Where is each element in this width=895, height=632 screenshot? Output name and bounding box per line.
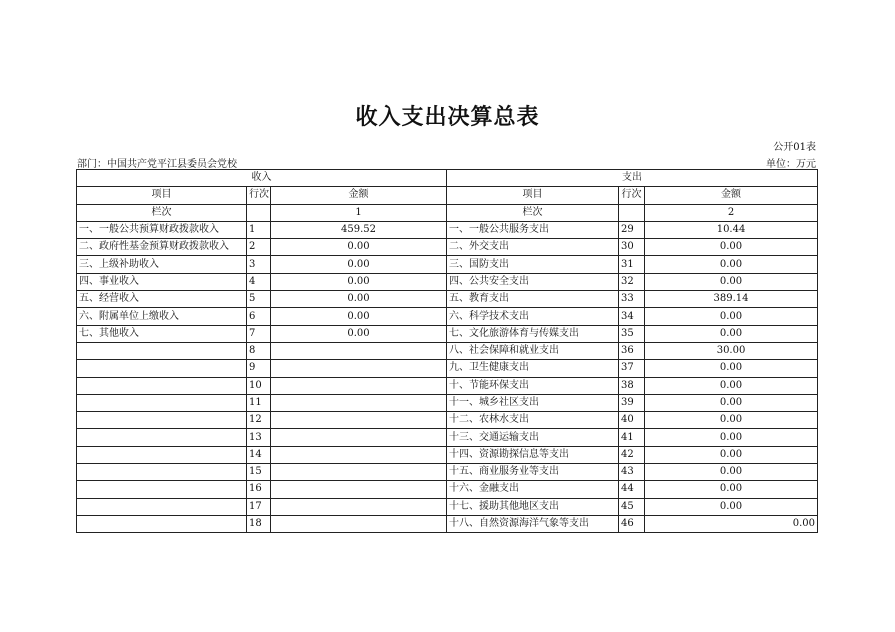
income-amount-cell: 0.00	[271, 239, 447, 256]
income-item-cell: 三、上级补助收入	[77, 256, 247, 273]
income-amount-cell	[271, 515, 447, 532]
income-amount-cell: 0.00	[271, 308, 447, 325]
expense-amount-header: 金额	[645, 187, 818, 204]
income-amount-cell	[271, 377, 447, 394]
income-rowno-cell: 15	[247, 464, 271, 481]
expense-item-cell: 七、文化旅游体育与传媒支出	[447, 325, 619, 342]
income-amount-cell: 459.52	[271, 221, 447, 238]
income-item-cell: 七、其他收入	[77, 325, 247, 342]
income-rowno-cell: 13	[247, 429, 271, 446]
expense-item-header: 项目	[447, 187, 619, 204]
expense-amount-cell: 0.00	[645, 239, 818, 256]
income-item-cell: 四、事业收入	[77, 273, 247, 290]
income-amount-cell	[271, 429, 447, 446]
income-rowno-cell: 1	[247, 221, 271, 238]
income-colno-blank	[247, 204, 271, 221]
page-title: 收入支出决算总表	[355, 104, 540, 130]
table-row	[77, 256, 818, 273]
table-row	[77, 221, 818, 238]
table-row	[77, 342, 818, 359]
table-row	[77, 412, 818, 429]
expense-rowno-cell: 37	[619, 360, 645, 377]
income-rowno-cell: 8	[247, 342, 271, 359]
income-item-cell: 六、附属单位上缴收入	[77, 308, 247, 325]
table-row	[77, 239, 818, 256]
income-item-cell	[77, 446, 247, 463]
income-rowno-cell: 14	[247, 446, 271, 463]
income-item-header: 项目	[77, 187, 247, 204]
income-item-cell	[77, 360, 247, 377]
form-number: 公开01表	[773, 142, 816, 153]
expense-colno-blank	[619, 204, 645, 221]
table-row	[77, 464, 818, 481]
expense-amount-cell: 0.00	[645, 481, 818, 498]
unit-label: 单位：万元	[766, 159, 816, 170]
table-row	[77, 446, 818, 463]
income-item-cell	[77, 429, 247, 446]
income-item-cell: 二、政府性基金预算财政拨款收入	[77, 239, 247, 256]
income-item-cell: 五、经营收入	[77, 291, 247, 308]
expense-rowno-cell: 33	[619, 291, 645, 308]
expense-rowno-cell: 42	[619, 446, 645, 463]
income-rowno-cell: 7	[247, 325, 271, 342]
expense-amount-cell: 0.00	[645, 446, 818, 463]
table-row	[77, 498, 818, 515]
expense-amount-cell: 0.00	[645, 308, 818, 325]
income-item-cell: 一、一般公共预算财政拨款收入	[77, 221, 247, 238]
expense-amount-cell: 0.00	[645, 360, 818, 377]
income-item-cell	[77, 412, 247, 429]
income-amount-cell	[271, 342, 447, 359]
income-item-cell	[77, 342, 247, 359]
expense-item-cell: 二、外交支出	[447, 239, 619, 256]
expense-rowno-cell: 36	[619, 342, 645, 359]
table-row	[77, 394, 818, 411]
expense-header: 支出	[447, 170, 818, 187]
expense-rowno-cell: 44	[619, 481, 645, 498]
income-item-cell	[77, 464, 247, 481]
income-rowno-cell: 3	[247, 256, 271, 273]
table-row	[77, 481, 818, 498]
income-item-cell	[77, 515, 247, 532]
expense-rowno-cell: 30	[619, 239, 645, 256]
summary-table	[76, 169, 818, 533]
expense-item-cell: 四、公共安全支出	[447, 273, 619, 290]
income-item-cell	[77, 394, 247, 411]
expense-item-cell: 十三、交通运输支出	[447, 429, 619, 446]
income-rowno-cell: 6	[247, 308, 271, 325]
expense-rowno-cell: 39	[619, 394, 645, 411]
expense-item-cell: 一、一般公共服务支出	[447, 221, 619, 238]
income-rowno-header: 行次	[247, 187, 271, 204]
expense-item-cell: 十六、金融支出	[447, 481, 619, 498]
income-item-cell	[77, 481, 247, 498]
expense-rowno-cell: 29	[619, 221, 645, 238]
expense-rowno-cell: 41	[619, 429, 645, 446]
expense-amount-cell: 0.00	[645, 412, 818, 429]
expense-amount-cell: 389.14	[645, 291, 818, 308]
expense-item-cell: 十、节能环保支出	[447, 377, 619, 394]
expense-rowno-cell: 31	[619, 256, 645, 273]
expense-rowno-cell: 38	[619, 377, 645, 394]
table-row	[77, 360, 818, 377]
expense-rowno-header: 行次	[619, 187, 645, 204]
expense-item-cell: 六、科学技术支出	[447, 308, 619, 325]
table-row	[77, 291, 818, 308]
income-rowno-cell: 2	[247, 239, 271, 256]
header-row-colno	[77, 204, 818, 221]
expense-amount-cell: 0.00	[645, 256, 818, 273]
expense-rowno-cell: 46	[619, 515, 645, 532]
income-rowno-cell: 18	[247, 515, 271, 532]
income-amount-cell: 0.00	[271, 291, 447, 308]
expense-amount-cell: 0.00	[645, 464, 818, 481]
expense-rowno-cell: 32	[619, 273, 645, 290]
income-colno-label: 栏次	[77, 204, 247, 221]
header-row-columns	[77, 187, 818, 204]
income-amount-cell	[271, 360, 447, 377]
expense-amount-cell: 0.00	[645, 377, 818, 394]
income-header: 收入	[77, 170, 447, 187]
expense-item-cell: 十七、援助其他地区支出	[447, 498, 619, 515]
expense-rowno-cell: 34	[619, 308, 645, 325]
expense-amount-cell: 0.00	[645, 273, 818, 290]
income-amount-cell	[271, 446, 447, 463]
header-row-section	[77, 170, 818, 187]
expense-amount-cell: 10.44	[645, 221, 818, 238]
expense-item-cell: 十五、商业服务业等支出	[447, 464, 619, 481]
expense-rowno-cell: 35	[619, 325, 645, 342]
income-rowno-cell: 16	[247, 481, 271, 498]
income-amount-cell	[271, 498, 447, 515]
table-row	[77, 429, 818, 446]
income-rowno-cell: 10	[247, 377, 271, 394]
income-rowno-cell: 9	[247, 360, 271, 377]
income-rowno-cell: 12	[247, 412, 271, 429]
expense-item-cell: 九、卫生健康支出	[447, 360, 619, 377]
expense-rowno-cell: 43	[619, 464, 645, 481]
expense-colno-value: 2	[645, 204, 818, 221]
table-row	[77, 377, 818, 394]
expense-colno-label: 栏次	[447, 204, 619, 221]
table-row	[77, 273, 818, 290]
expense-item-cell: 十二、农林水支出	[447, 412, 619, 429]
expense-amount-cell: 0.00	[645, 429, 818, 446]
income-amount-cell: 0.00	[271, 325, 447, 342]
income-colno-value: 1	[271, 204, 447, 221]
table-row	[77, 515, 818, 532]
income-item-cell	[77, 498, 247, 515]
expense-rowno-cell: 45	[619, 498, 645, 515]
expense-item-cell: 十一、城乡社区支出	[447, 394, 619, 411]
income-amount-cell: 0.00	[271, 273, 447, 290]
income-item-cell	[77, 377, 247, 394]
expense-item-cell: 八、社会保障和就业支出	[447, 342, 619, 359]
income-amount-cell	[271, 481, 447, 498]
expense-item-cell: 十四、资源勘探信息等支出	[447, 446, 619, 463]
income-amount-cell: 0.00	[271, 256, 447, 273]
income-rowno-cell: 11	[247, 394, 271, 411]
expense-amount-cell: 0.00	[645, 394, 818, 411]
income-rowno-cell: 17	[247, 498, 271, 515]
expense-amount-cell: 0.00	[645, 325, 818, 342]
income-amount-cell	[271, 464, 447, 481]
income-rowno-cell: 4	[247, 273, 271, 290]
table-row	[77, 325, 818, 342]
expense-item-cell: 十八、自然资源海洋气象等支出	[447, 515, 619, 532]
expense-amount-cell: 0.00	[645, 498, 818, 515]
expense-amount-cell: 30.00	[645, 342, 818, 359]
expense-item-cell: 五、教育支出	[447, 291, 619, 308]
income-amount-cell	[271, 394, 447, 411]
table-row	[77, 308, 818, 325]
department-label: 部门：中国共产党平江县委员会党校	[77, 159, 237, 170]
expense-amount-cell: 0.00	[645, 515, 818, 532]
income-rowno-cell: 5	[247, 291, 271, 308]
income-amount-header: 金额	[271, 187, 447, 204]
expense-item-cell: 三、国防支出	[447, 256, 619, 273]
income-amount-cell	[271, 412, 447, 429]
expense-rowno-cell: 40	[619, 412, 645, 429]
